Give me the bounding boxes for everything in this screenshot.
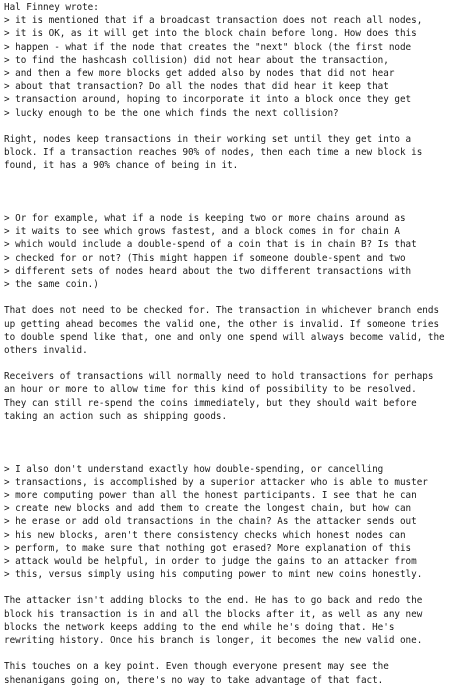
quote-line: > Or for example, what if a node is keeping two or more chains around as — [4, 213, 406, 225]
quote-line: > the same coin.) — [4, 278, 99, 290]
quote-line: > I also don't understand exactly how double-spending, or cancelling — [4, 463, 384, 475]
text-line: taking an action such as shipping goods. — [4, 410, 228, 422]
text-line: This touches on a key point. Even though everyone present may see the — [4, 661, 389, 673]
text-line: block his transaction is in and all the blocks after it, as well as any new — [4, 608, 423, 620]
text-line: an hour or more to allow time for this kind of possibility to be resolved. — [4, 384, 417, 396]
attribution-line — [4, 1, 449, 14]
text-line: up getting ahead becomes the valid one, the other is invalid. If someone tries — [4, 318, 440, 330]
quote-line: > his new blocks, aren't there consistency checks which honest nodes can — [4, 529, 406, 541]
text-line: That does not need to be checked for. The transaction in whichever branch ends — [4, 305, 440, 317]
text-line: Right, nodes keep transactions in their working set until they get into a — [4, 133, 412, 145]
quote-line: > perform, to make sure that nothing got erased? More explanation of this — [4, 542, 412, 554]
quote-line: > happen - what if the node that creates the "next" block (the first node — [4, 41, 412, 53]
text-line: found, it has a 90% chance of being in it. — [4, 160, 239, 172]
quote-line: > he erase or add old transactions in the chain? As the attacker sends out — [4, 516, 417, 528]
quote-line: > to find the hashcash collision) did not hear about the transaction, — [4, 54, 389, 66]
text-line: to double spend like that, one and only one spend will always become valid, the — [4, 331, 445, 343]
text-line: The attacker isn't adding blocks to the end. He has to go back and redo the — [4, 595, 423, 607]
text-line: others invalid. — [4, 344, 88, 356]
quote-line: > transaction around, hoping to incorporate it into a block once they get — [4, 94, 412, 106]
text-line: shenanigans going on, there's no way to take advantage of that fact. — [4, 674, 384, 686]
paragraph-gap — [4, 581, 449, 594]
quoted-block-3 — [4, 463, 449, 582]
paragraph-gap — [4, 199, 449, 212]
quote-line: > more computing power than all the honest participants. I see that he can — [4, 489, 417, 501]
reply-paragraph-4 — [4, 594, 449, 647]
quote-line: > transactions, is accomplished by a superior attacker who is able to muster — [4, 476, 428, 488]
reply-paragraph-5 — [4, 660, 449, 686]
text-line: block. If a transaction reaches 90% of nodes, then each time a new block is — [4, 147, 423, 159]
text-line: blocks the network keeps adding to the end while he's doing that. He's — [4, 621, 395, 633]
text-line: Hal Finney wrote: — [4, 2, 99, 13]
quote-line: > create new blocks and add them to create the longest chain, but how can — [4, 503, 412, 515]
quoted-block-1 — [4, 14, 449, 120]
paragraph-gap — [4, 357, 449, 370]
quote-line: > this, versus simply using his computing power to mint new coins honestly. — [4, 569, 423, 581]
reply-paragraph-3 — [4, 370, 449, 423]
text-line: They can still re-spend the coins immediately, but they should wait before — [4, 397, 417, 409]
email-document — [4, 1, 449, 687]
quote-line: > about that transaction? Do all the nodes that did hear it keep that — [4, 81, 389, 93]
reply-paragraph-1 — [4, 133, 449, 173]
quote-line: > checked for or not? (This might happen if someone double-spent and two — [4, 252, 406, 264]
quoted-block-2 — [4, 212, 449, 291]
paragraph-gap — [4, 423, 449, 449]
paragraph-gap — [4, 120, 449, 133]
quote-line: > lucky enough to be the one which finds the next collision? — [4, 107, 339, 119]
text-line: Receivers of transactions will normally need to hold transactions for perhaps — [4, 371, 434, 383]
quote-line: > and then a few more blocks get added also by nodes that did not hear — [4, 67, 395, 79]
quote-line: > attack would be helpful, in order to judge the gains to an attacker from — [4, 555, 417, 567]
paragraph-gap — [4, 647, 449, 660]
quote-line: > different sets of nodes heard about the two different transactions with — [4, 265, 412, 277]
paragraph-gap — [4, 449, 449, 462]
reply-paragraph-2 — [4, 304, 449, 357]
text-line: rewriting history. Once his branch is longer, it becomes the new valid one. — [4, 635, 423, 647]
paragraph-gap — [4, 291, 449, 304]
quote-line: > it is mentioned that if a broadcast transaction does not reach all nodes, — [4, 15, 423, 27]
quote-line: > which would include a double-spend of a coin that is in chain B? Is that — [4, 239, 417, 251]
quote-line: > it waits to see which grows fastest, and a block comes in for chain A — [4, 226, 400, 238]
paragraph-gap — [4, 172, 449, 198]
quote-line: > it is OK, as it will get into the block chain before long. How does this — [4, 28, 417, 40]
